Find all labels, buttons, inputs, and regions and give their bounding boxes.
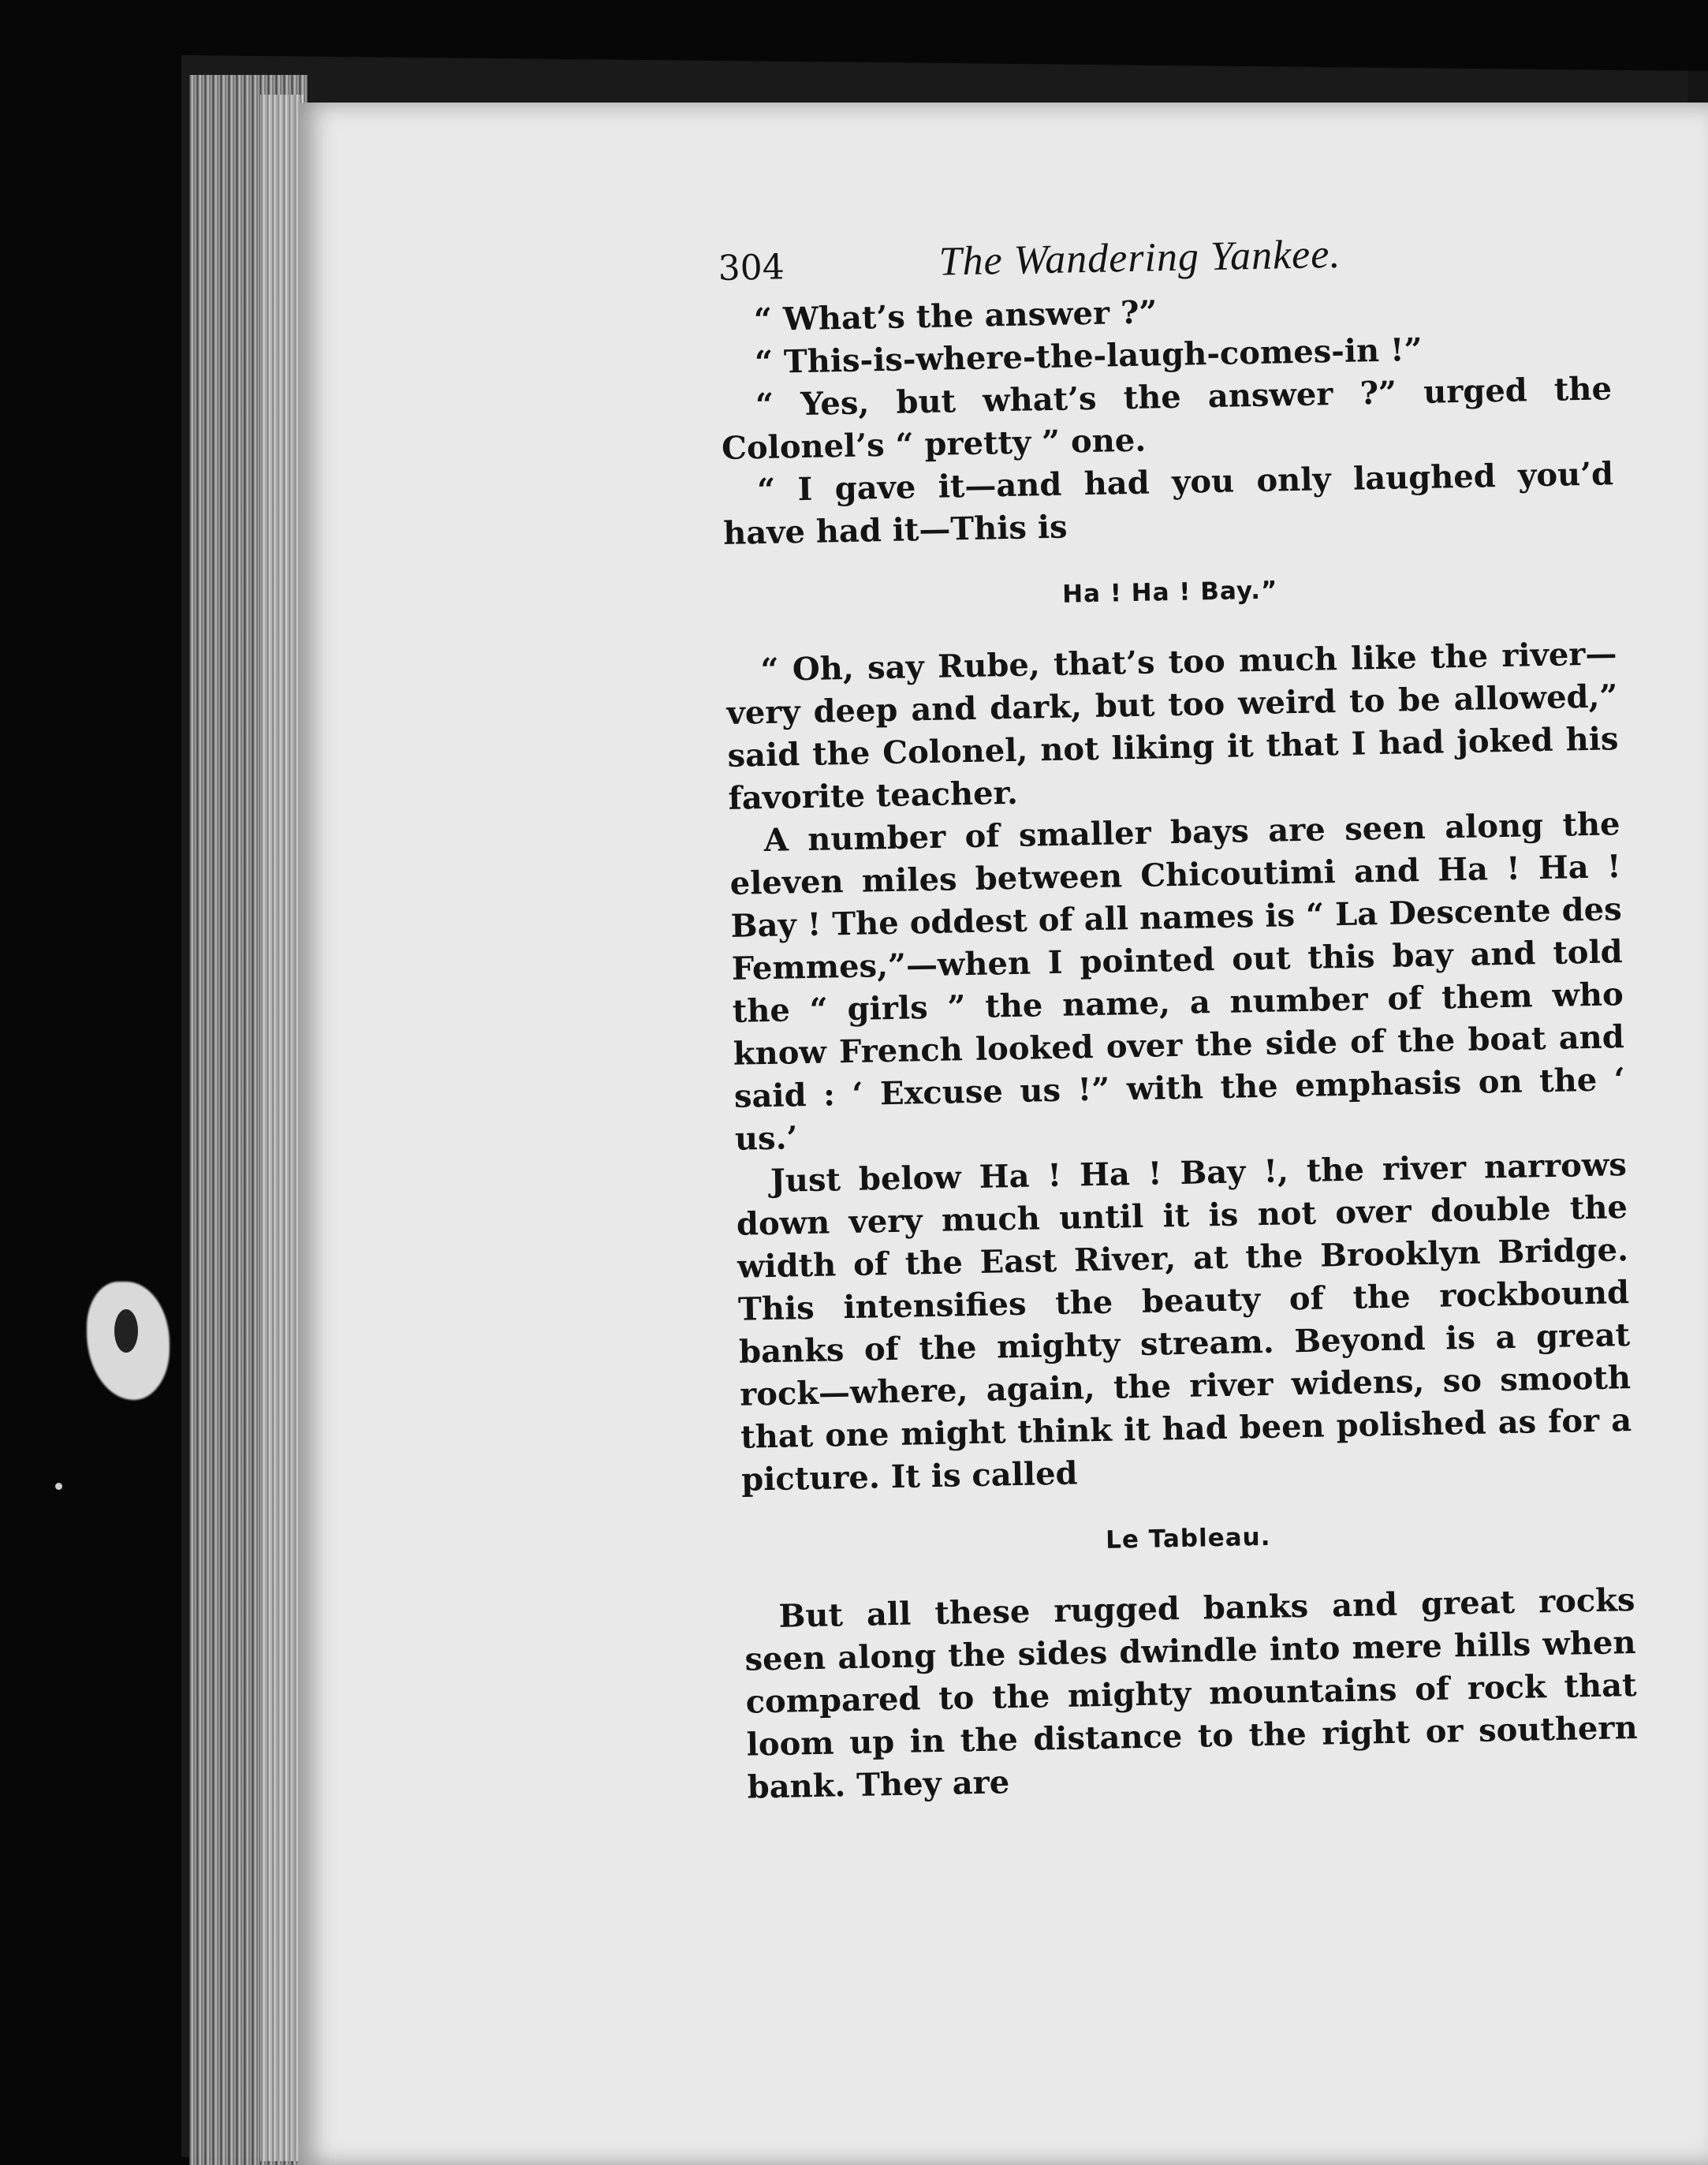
paragraph: “ I gave it—and had you only laughed you’d have had it—This is (722, 455, 1614, 552)
section-heading: Ha ! Ha ! Bay.” (1061, 576, 1278, 609)
paragraph: “ Yes, but what’s the answer ?” urged the Colonel’s “ pretty ” one. (721, 370, 1613, 467)
scan-blot-hole (114, 1309, 138, 1353)
paragraph: Just below Ha ! Ha ! Bay !, the river narrows down very much until it is not over double the width of the East River, at the Brooklyn Bridge. This intensifies the beauty of the rockbound banks of the mighty stream. Beyond is a great rock—where, again, the river widens, so smooth that one might think it had been polished as for a picture. It is called (736, 1146, 1632, 1499)
book-title: The Wandering Yankee. (938, 231, 1341, 285)
paragraph: A number of smaller bays are seen along the eleven miles between Chicoutimi and Ha ! Ha ! Bay ! The oddest of all names is “ La Descente des Femmes,”—when I pointed out this bay and told the “ girls ” the name, a number of them who know French looked over the side of the boat and said : ‘ Excuse us !” with the emphasis on the ‘ us.’ (729, 805, 1626, 1158)
paragraph: “ This-is-where-the-laugh-comes-in !” (754, 330, 1423, 382)
paragraph: But all these rugged banks and great rocks seen along the sides dwindle into mere hills when compared to the mighty mountains of rock that loom up in the distance to the right or southern bank. They are (744, 1581, 1638, 1806)
section-heading: Le Tableau. (1105, 1522, 1271, 1555)
page-text (718, 219, 1639, 1809)
page-number: 304 (718, 247, 785, 289)
page-edges-inner (260, 95, 304, 2161)
paragraph: “ Oh, say Rube, that’s too much like the river—very deep and dark, but too weird to be allowed,” said the Colonel, not liking it that I had joked his favorite teacher. (726, 635, 1619, 817)
paragraph: “ What’s the answer ?” (753, 293, 1158, 339)
scan-speck (55, 1483, 62, 1490)
